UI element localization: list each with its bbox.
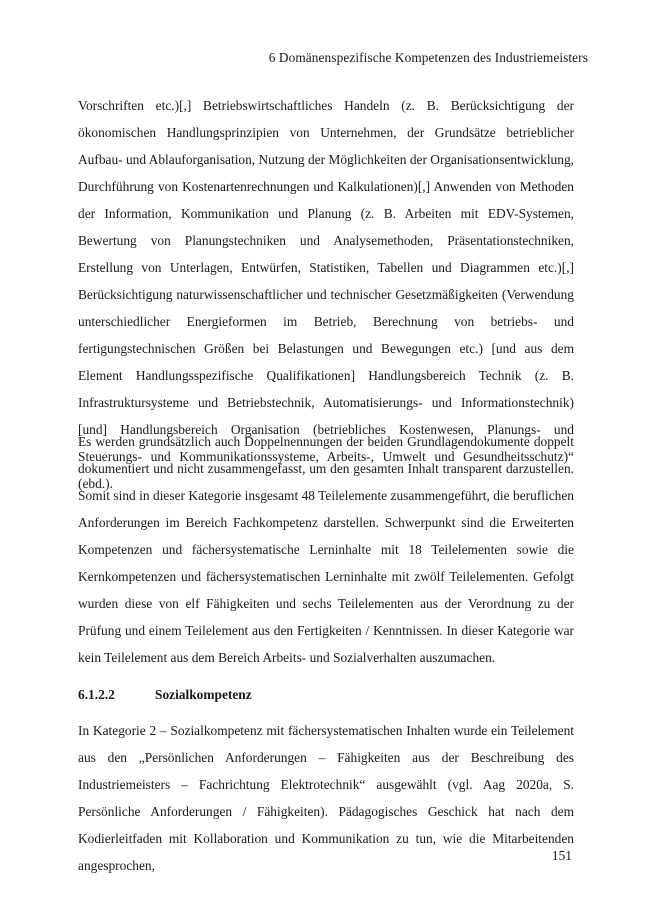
section-heading xyxy=(78,681,252,708)
body-paragraph-1: Vorschriften etc.)[,] Betriebswirtschaftliches Handeln (z. B. Berücksichtigung der ökonomischen Handlungsprinzipien von Unternehmen, der Grundsätze betrieblicher Aufbau- und Ablauforganisation, Nutzung der Möglichkeiten der Organisationsentwicklung, Durchführung von Kostenartenrechnungen und Kalkulationen)[,] Anwenden von Methoden der Information, Kommunikation und Planung (z. B. Arbeiten mit EDV-Systemen, Bewertung von Planungstechniken und Analysemethoden, Präsentationstechniken, Erstellung von Unterlagen, Entwürfen, Statistiken, Tabellen und Diagrammen etc.)[,] Berücksichtigung naturwissenschaftlicher und technischer Gesetzmäßigkeiten (Verwendung unterschiedlicher Energieformen im Betrieb, Berechnung von betriebs- und fertigungstechnischen Größen bei Belastungen und Bewegungen etc.) [und aus dem Element Handlungsspezifische Qualifikationen] Handlungsbereich Technik (z. B. Infrastruktursysteme und Betriebstechnik, Automatisierungs- und Informationstechnik) [und] Handlungsbereich Organisation (betriebliches Kostenwesen, Planungs- und Steuerungs- und Kommunikationssysteme, Arbeits-, Umwelt und Gesundheitsschutz)“ (ebd.). xyxy=(78,98,574,491)
running-header: 6 Domänenspezifische Kompetenzen des Industriemeisters xyxy=(268,50,588,65)
section-title: Sozialkompetenz xyxy=(155,687,252,702)
page-number: 151 xyxy=(551,848,572,863)
body-paragraph-2: Es werden grundsätzlich auch Doppelnennungen der beiden Grundlagendokumente doppelt dokumentiert und nicht zusammengefasst, um den gesamten Inhalt transparent darzustellen. Somit sind in dieser Kategorie insgesamt 48 Teilelemente zusammengeführt, die beruflichen Anforderungen im Bereich Fachkompetenz darstellen. Schwerpunkt sind die Erweiterten Kompetenzen und fächersystematische Lerninhalte mit 18 Teilelementen sowie die Kernkompetenzen und fächersystematischen Lerninhalte mit zwölf Teilelementen. Gefolgt wurden diese von elf Fähigkeiten und sechs Teilelementen aus der Verordnung zu der Prüfung und einem Teilelement aus den Fertigkeiten / Kenntnissen. In dieser Kategorie war kein Teilelement aus dem Bereich Arbeits- und Sozialverhalten auszumachen. xyxy=(78,434,574,665)
section-number: 6.1.2.2 xyxy=(78,687,115,702)
body-paragraph-3: In Kategorie 2 – Sozialkompetenz mit fächersystematischen Inhalten wurde ein Teilelement aus den „Persönlichen Anforderungen – Fähigkeiten aus der Beschreibung des Industriemeisters – Fachrichtung Elektrotechnik“ ausgewählt (vgl. Aag 2020a, S. Persönliche Anforderungen / Fähigkeiten). Pädagogisches Geschick hat nach dem Kodierleitfaden mit Kollaboration und Kommunikation zu tun, wie die Mitarbeitenden angesprochen, xyxy=(78,723,574,873)
